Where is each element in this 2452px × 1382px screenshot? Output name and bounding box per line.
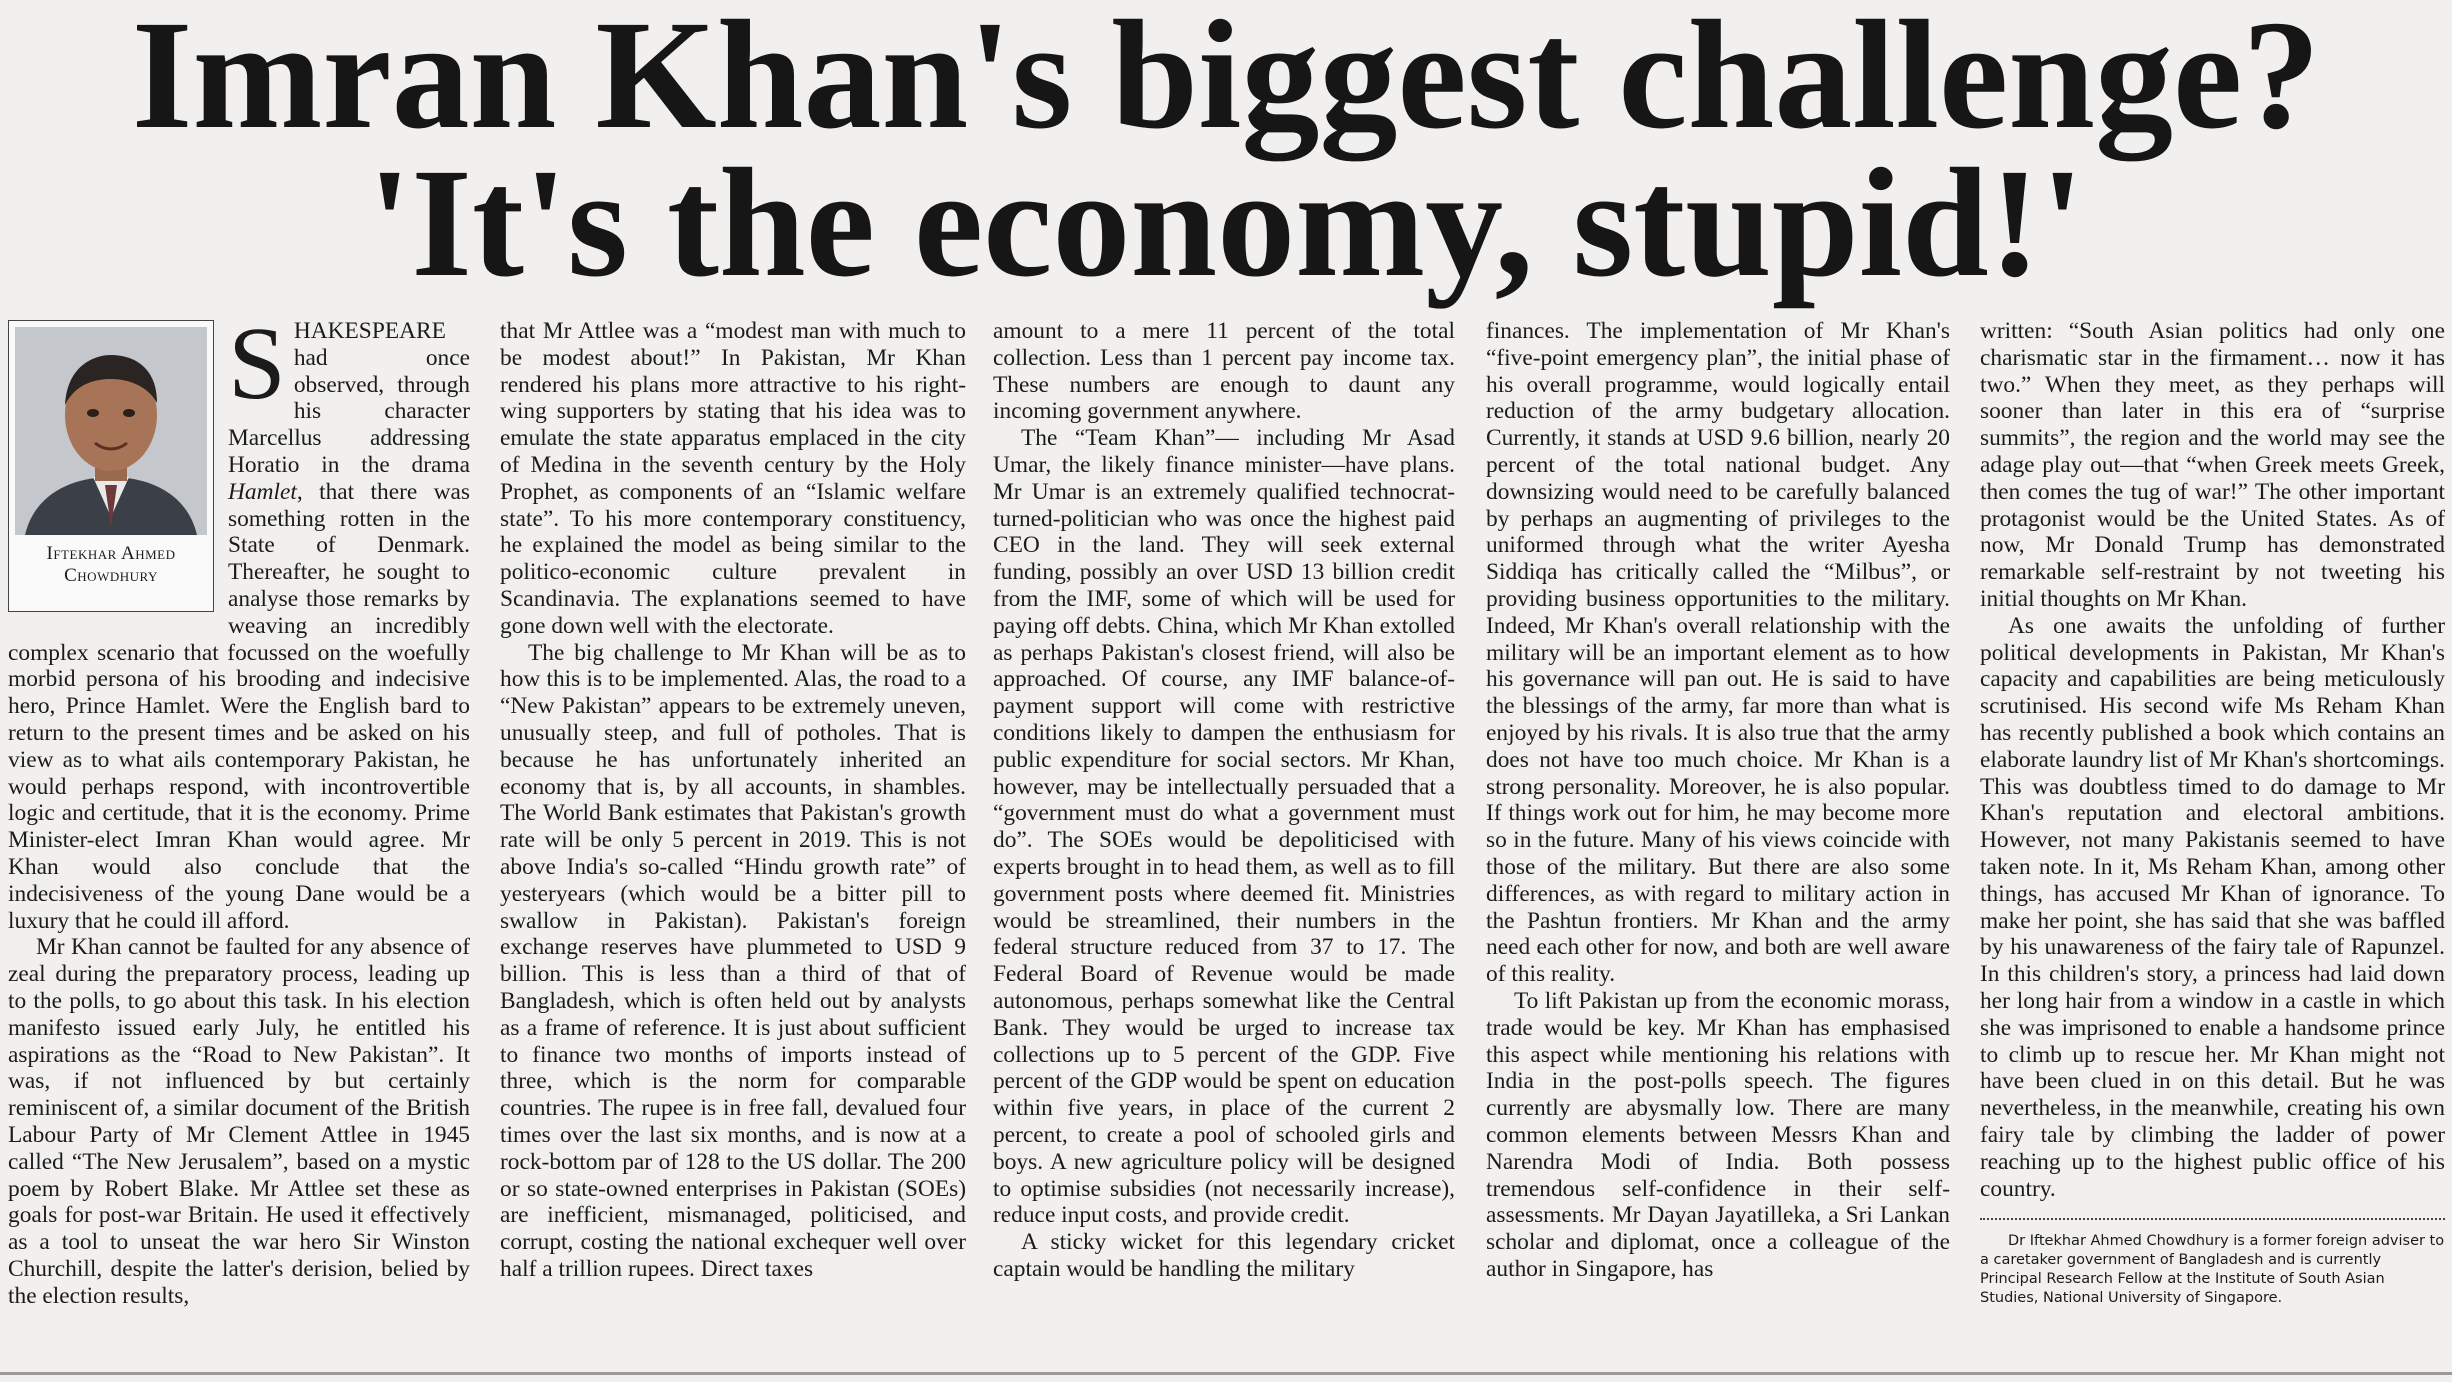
author-caption <box>15 543 207 587</box>
article-column-3 <box>993 318 1455 1350</box>
article-paragraph: finances. The implementation of Mr Khan's “five-point emergency plan”, the initial phase of his overall programme, would logically entail reduction of the army budgetary allocation. Currently, it stands at USD 9.6 billion, nearly 20 percent of the total national budget. Any downsizing would need to be carefully balanced by perhaps an augmenting of privileges to the uniformed through what the writer Ayesha Siddiqa has critically called the “Milbus”, or providing business opportunities to the military. Indeed, Mr Khan's overall relationship with the military will be an important element as to how his governance will pan out. He is said to have the blessings of the army, far more than what is enjoyed by his rivals. It is also true that the army does not have too much choice. Mr Khan is a strong personality. Moreover, he is also popular. If things work out for him, he may become more so in the future. Many of his views coincide with those of the military. But there are also some differences, as with regard to military action in the Pashtun frontiers. Mr Khan and the army need each other for now, and both are well aware of this reality. <box>1486 318 1950 988</box>
drop-cap: S <box>228 318 286 421</box>
author-bio: Dr Iftekhar Ahmed Chowdhury is a former foreign adviser to a caretaker government of Bangladesh and is currently Principal Research Fellow at the Institute of South Asian Studies, National University of Singapore. <box>1980 1233 2445 1307</box>
headline-line-1: Imran Khan's biggest challenge? <box>131 0 2321 161</box>
author-portrait-image <box>15 327 207 535</box>
article-paragraph: amount to a mere 11 percent of the total collection. Less than 1 percent pay income tax. These numbers are enough to daunt any incoming government anywhere. <box>993 318 1455 425</box>
article-paragraph: Mr Khan cannot be faulted for any absence of zeal during the preparatory process, leading up to the polls, to go about this task. In his election manifesto issued early July, he entitled his aspirations as the “Road to New Pakistan”. It was, if not influenced by but certainly reminiscent of, a similar document of the British Labour Party of Mr Clement Attlee in 1945 called “The New Jerusalem”, based on a mystic poem by Robert Blake. Mr Attlee set these as goals for post-war Britain. He used it effectively as a tool to unseat the war hero Sir Winston Churchill, despite the latter's derision, belied by the election results, <box>8 934 470 1309</box>
author-caption-line-1: Iftekhar Ahmed <box>46 543 176 564</box>
play-title: Hamlet <box>228 478 297 505</box>
article-paragraph: that Mr Attlee was a “modest man with much to be modest about!” In Pakistan, Mr Khan rendered his plans more attractive to his right-wing supporters by stating that his idea was to emulate the state apparatus emplaced in the city of Medina in the seventh century by the Holy Prophet, as components of an “Islamic welfare state”. To his more contemporary constituency, he explained the model as being similar to the politico-economic culture prevalent in Scandinavia. The explanations seemed to have gone down well with the electorate. <box>500 318 966 639</box>
article-paragraph: To lift Pakistan up from the economic morass, trade would be key. Mr Khan has emphasised this aspect while mentioning his relations with India in the post-polls speech. The figures currently are abysmally low. There are many common elements between Messrs Khan and Narendra Modi of India. Both possess tremendous self-confidence in their self-assessments. Mr Dayan Jayatilleka, a Sri Lankan scholar and diplomat, once a colleague of the author in Singapore, has <box>1486 987 1950 1282</box>
article-column-5 <box>1980 318 2445 1350</box>
bio-divider <box>1980 1218 2445 1220</box>
headline-line-2: 'It's the economy, stupid!' <box>367 136 2085 309</box>
article-paragraph: The big challenge to Mr Khan will be as to how this is to be implemented. Alas, the road to a “New Pakistan” appears to be extremely uneven, unusually steep, and full of potholes. That is because he has unfortunately inherited an economy that is, by all accounts, in shambles. The World Bank estimates that Pakistan's growth rate will be only 5 percent in 2019. This is not above India's so-called “Hindu growth rate” of yesteryears (which would be a bitter pill to swallow in Pakistan). Pakistan's foreign exchange reserves have plummeted to USD 9 billion. This is less than a third of that of Bangladesh, which is often held out by analysts as a frame of reference. It is just about sufficient to finance two months of imports instead of three, which is the norm for comparable countries. The rupee is in free fall, devalued four times over the last six months, and is now at a rock-bottom par of 128 to the US dollar. The 200 or so state-owned enterprises in Pakistan (SOEs) are inefficient, mismanaged, politicised, and corrupt, costing the national exchequer well over half a trillion rupees. Direct taxes <box>500 639 966 1282</box>
author-photo-frame <box>8 320 214 612</box>
article-column-2 <box>500 318 966 1350</box>
article-paragraph: A sticky wicket for this legendary cricket captain would be handling the military <box>993 1229 1455 1282</box>
article-paragraph: The “Team Khan”— including Mr Asad Umar, the likely finance minister—have plans. Mr Umar is an extremely qualified technocrat-turned-politician who was once the highest paid CEO in the land. They will seek external funding, possibly an over USD 13 billion credit from the IMF, some of which will be used for paying off debts. China, which Mr Khan extolled as perhaps Pakistan's closest friend, will also be approached. Of course, any IMF balance-of-payment support will come with restrictive conditions likely to dampen the enthusiasm for public expenditure for social sectors. Mr Khan, however, may be intellectually persuaded that a “government must do what a government must do”. The SOEs would be depoliticised with experts brought in to head them, as well as to fill government posts where deemed fit. Ministries would be streamlined, their numbers in the federal structure reduced from 37 to 17. The Federal Board of Revenue would be made autonomous, perhaps somewhat like the Central Bank. They would be urged to increase tax collections up to 5 percent of the GDP. Five percent of the GDP would be spent on education within five years, in place of the current 2 percent, to create a pool of schooled girls and boys. A new agriculture policy will be designed to optimise subsidies (not necessarily increase), reduce input costs, and provide credit. <box>993 425 1455 1229</box>
author-caption-line-2: Chowdhury <box>64 565 158 586</box>
article-column-4 <box>1486 318 1950 1350</box>
article-paragraph: As one awaits the unfolding of further political developments in Pakistan, Mr Khan's capacity and capabilities are being meticulously scrutinised. His second wife Ms Reham Khan has recently published a book which contains an elaborate laundry list of Mr Khan's shortcomings. This was doubtless timed to do damage to Mr Khan's reputation and electoral ambitions. However, not many Pakistanis seemed to have taken note. In it, Ms Reham Khan, among other things, has accused Mr Khan of ignorance. To make her point, she has said that she was baffled by his unawareness of the fairy tale of Rapunzel. In this children's story, a princess had laid down her long hair from a window in a castle in which she was imprisoned to enable a handsome prince to climb up to rescue her. Mr Khan might not have been clued in on this detail. But he was nevertheless, in the meanwhile, creating his own fairy tale by climbing the ladder of power reaching up to the highest public office of his country. <box>1980 612 2445 1202</box>
article-column-1 <box>8 318 470 1350</box>
page-bottom-rule <box>0 1372 2452 1375</box>
article-paragraph: written: “South Asian politics had only one charismatic star in the firmament… now it has two.” When they meet, as they perhaps will sooner than later in this era of “surprise summits”, the region and the world may see the adage play out—that “when Greek meets Greek, then comes the tug of war!” The other important protagonist would be the United States. As of now, Mr Donald Trump has demonstrated remarkable self-restraint by not tweeting his initial thoughts on Mr Khan. <box>1980 318 2445 612</box>
author-photo <box>15 327 207 535</box>
paragraph-text: , that there was something rotten in the State of Denmark. Thereafter, he sought to analyse those remarks by weaving an incredibly complex scenario that focussed on the woefully morbid persona of his brooding and indecisive hero, Prince Hamlet. Were the English bard to return to the present times and be asked on his view as to what ails contemporary Pakistan, he would perhaps respond, with incontrovertible logic and certitude, that it is the economy. Prime Minister-elect Imran Khan would agree. Mr Khan would also conclude that the indecisiveness of the young Dane would be a luxury that he could ill afford. <box>8 478 470 934</box>
paragraph-text: HAKESPEARE had once observed, through his character Marcellus addressing Horatio in the drama <box>228 318 470 478</box>
